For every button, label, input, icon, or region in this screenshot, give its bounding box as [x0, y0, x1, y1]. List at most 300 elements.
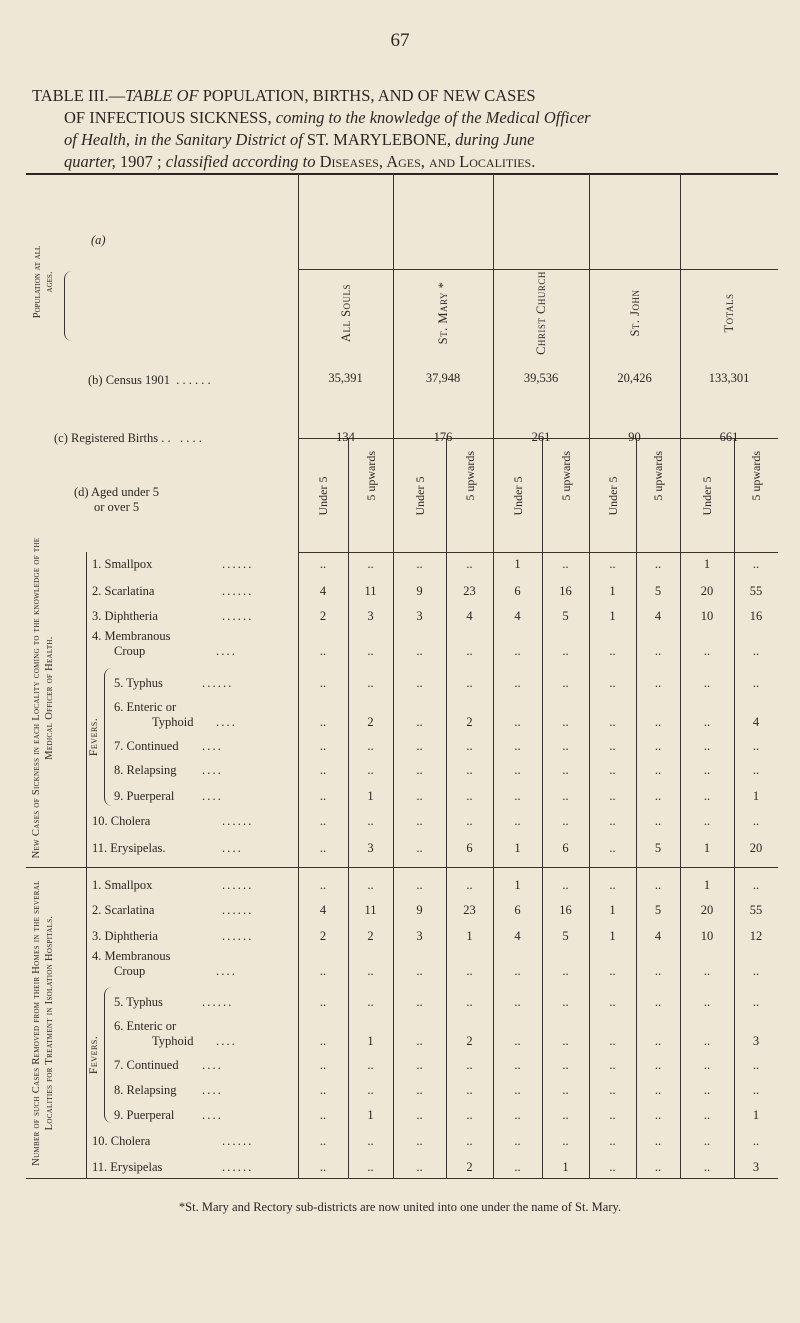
cell-value: .. — [654, 676, 662, 690]
cell-value: .. — [367, 763, 374, 777]
cell-value: 2 — [367, 715, 374, 729]
age-header: Under 5 — [700, 476, 714, 516]
cell-value: .. — [562, 715, 569, 729]
row-label: 1. Smallpox — [92, 878, 153, 892]
births-value: 261 — [531, 430, 551, 444]
census-label-text: (b) Census 1901 — [88, 373, 170, 387]
row-label: 9. Puerperal — [114, 1108, 175, 1122]
row-label: 7. Continued — [114, 739, 179, 753]
cell-value: 1 — [752, 789, 760, 803]
cell-value: 1 — [514, 557, 521, 571]
cell-value: .. — [367, 1134, 374, 1148]
cell-value: 1 — [703, 557, 711, 571]
cell-value: .. — [703, 676, 711, 690]
cell-value: .. — [609, 715, 616, 729]
cell-value: .. — [562, 995, 569, 1009]
locality-header: Christ Church — [534, 271, 548, 355]
cell-value: 10 — [700, 609, 714, 623]
aged-label-2: or over 5 — [94, 500, 140, 514]
row-dots: . . . . — [202, 1108, 221, 1122]
fevers-label: Fevers. — [86, 717, 100, 757]
cell-value: .. — [367, 557, 374, 571]
row-label: 6. Enteric or — [114, 700, 177, 714]
cell-value: .. — [752, 878, 760, 892]
census-value: 133,301 — [708, 371, 750, 385]
cell-value: .. — [752, 814, 760, 828]
cell-value: .. — [654, 964, 662, 978]
cell-value: .. — [466, 789, 473, 803]
title-part: during June — [455, 130, 535, 149]
cell-value: 16 — [559, 903, 572, 917]
cell-value: .. — [703, 789, 711, 803]
table-title — [32, 85, 772, 173]
cell-value: 4 — [752, 715, 760, 729]
cell-value: 1 — [609, 929, 616, 943]
cell-value: 4 — [654, 609, 662, 623]
cell-value: 1 — [752, 1108, 760, 1122]
cell-value: 55 — [749, 903, 763, 917]
row-label: 1. Smallpox — [92, 557, 153, 571]
cell-value: .. — [466, 739, 473, 753]
cell-value: .. — [703, 995, 711, 1009]
cell-value: .. — [319, 995, 327, 1009]
cell-value: .. — [466, 557, 473, 571]
cell-value: .. — [514, 1083, 521, 1097]
cell-value: .. — [703, 1160, 711, 1174]
cell-value: .. — [703, 1108, 711, 1122]
row-dots: . . . . . . — [222, 1160, 251, 1174]
cell-value: .. — [367, 995, 374, 1009]
cell-value: 3 — [367, 841, 374, 855]
cell-value: .. — [416, 878, 423, 892]
cell-value: 1 — [609, 903, 616, 917]
cell-value: .. — [562, 878, 569, 892]
cell-value: .. — [654, 1108, 662, 1122]
row-dots: . . . . — [202, 739, 221, 753]
age-header: Under 5 — [510, 476, 525, 516]
cell-value: .. — [654, 739, 662, 753]
age-header: 5 upwards — [558, 451, 573, 501]
cell-value: .. — [319, 763, 327, 777]
row-label: 7. Continued — [114, 1058, 179, 1072]
cell-value: 1 — [514, 841, 521, 855]
cell-value: .. — [416, 644, 423, 658]
cell-value: .. — [752, 763, 760, 777]
cell-value: .. — [416, 557, 423, 571]
cell-value: .. — [752, 1134, 760, 1148]
cell-value: 11 — [364, 903, 377, 917]
row-dots: . . . . . . — [222, 878, 251, 892]
cell-value: .. — [319, 1034, 327, 1048]
cell-value: .. — [609, 814, 616, 828]
cell-value: 6 — [466, 841, 473, 855]
cell-value: .. — [654, 1058, 662, 1072]
row-label: 11. Erysipelas. — [92, 841, 166, 855]
cell-value: .. — [609, 1083, 616, 1097]
fevers-label: Fevers. — [86, 1035, 100, 1075]
cell-value: 2 — [466, 1160, 473, 1174]
row-dots: . . . . . . — [222, 929, 251, 943]
row-dots: . . . . . . — [222, 1134, 251, 1148]
row-label: 4. Membranous — [92, 949, 171, 963]
cell-value: .. — [703, 715, 711, 729]
table-rule — [298, 552, 778, 553]
cell-value: 5 — [654, 841, 662, 855]
cell-value: .. — [416, 763, 423, 777]
cell-value: .. — [514, 789, 521, 803]
cell-value: .. — [416, 676, 423, 690]
cell-value: .. — [703, 739, 711, 753]
cell-value: 20 — [700, 903, 714, 917]
cell-value: .. — [609, 789, 616, 803]
cell-value: 2 — [319, 929, 327, 943]
age-header: Under 5 — [605, 476, 620, 516]
row-label: 3. Diphtheria — [92, 609, 158, 623]
cell-value: 4 — [466, 609, 473, 623]
cell-value: .. — [319, 1160, 327, 1174]
cell-value: .. — [752, 1058, 760, 1072]
cell-value: .. — [752, 964, 760, 978]
footnote: *St. Mary and Rectory sub-districts are now united into one under the name of St. Mary. — [178, 1200, 622, 1214]
cell-value: .. — [562, 1134, 569, 1148]
births-label-text: (c) Registered Births . . — [54, 431, 171, 445]
cell-value: .. — [416, 1134, 423, 1148]
cell-value: .. — [367, 676, 374, 690]
row-label: 8. Relapsing — [114, 763, 177, 777]
cell-value: .. — [654, 1134, 662, 1148]
cell-value: 4 — [514, 929, 521, 943]
cell-value: .. — [562, 789, 569, 803]
row-dots: . . . . . . — [222, 584, 251, 598]
cell-value: .. — [654, 995, 662, 1009]
row-dots: . . . . — [216, 964, 235, 978]
cell-value: .. — [609, 644, 616, 658]
cell-value: 4 — [319, 903, 327, 917]
cell-value: 2 — [466, 715, 473, 729]
cell-value: .. — [367, 739, 374, 753]
cell-value: 6 — [562, 841, 569, 855]
cell-value: 16 — [559, 584, 572, 598]
cell-value: .. — [609, 739, 616, 753]
cell-value: .. — [466, 676, 473, 690]
title-part: TABLE III.— — [32, 86, 126, 105]
section1-label: New Cases of Sickness in each Locality coming to the knowledge of the Medical Officer of Health. — [31, 537, 55, 859]
cell-value: .. — [562, 644, 569, 658]
cell-value: .. — [609, 763, 616, 777]
row-label-2: Croup — [114, 644, 146, 658]
cell-value: .. — [703, 1134, 711, 1148]
cell-value: .. — [367, 1160, 374, 1174]
cell-value: .. — [609, 1034, 616, 1048]
cell-value: .. — [514, 644, 521, 658]
cell-value: .. — [609, 557, 616, 571]
cell-value: .. — [609, 1058, 616, 1072]
locality-header: St. Mary * — [436, 281, 450, 345]
locality-header: St. John — [627, 289, 642, 337]
cell-value: .. — [609, 1134, 616, 1148]
cell-value: .. — [319, 644, 327, 658]
cell-value: 5 — [654, 903, 662, 917]
cell-value: .. — [562, 964, 569, 978]
cell-value: .. — [562, 739, 569, 753]
cell-value: 3 — [416, 609, 423, 623]
cell-value: .. — [654, 715, 662, 729]
cell-value: .. — [514, 1058, 521, 1072]
cell-value: 1 — [609, 609, 616, 623]
cell-value: .. — [416, 814, 423, 828]
age-header: 5 upwards — [363, 451, 378, 501]
cell-value: .. — [514, 1134, 521, 1148]
cell-value: .. — [703, 1058, 711, 1072]
row-dots: . . . . . . — [202, 676, 231, 690]
cell-value: .. — [654, 814, 662, 828]
cell-value: 11 — [364, 584, 377, 598]
cell-value: 4 — [319, 584, 327, 598]
cell-value: .. — [654, 763, 662, 777]
cell-value: .. — [466, 1108, 473, 1122]
table-rule — [26, 867, 778, 868]
cell-value: .. — [654, 644, 662, 658]
cell-value: .. — [319, 676, 327, 690]
row-dots: . . . . — [216, 1034, 235, 1048]
cell-value: 1 — [703, 841, 711, 855]
census-value: 20,426 — [617, 371, 652, 385]
cell-value: .. — [609, 995, 616, 1009]
cell-value: 5 — [562, 609, 569, 623]
cell-value: .. — [466, 964, 473, 978]
cell-value: .. — [416, 1083, 423, 1097]
column-a-label: (a) — [91, 233, 106, 247]
title-part: ST. MARYLEBONE, — [306, 130, 456, 149]
cell-value: .. — [703, 1034, 711, 1048]
cell-value: .. — [514, 1108, 521, 1122]
cell-value: .. — [466, 763, 473, 777]
cell-value: 1 — [514, 878, 521, 892]
cell-value: .. — [654, 557, 662, 571]
cell-value: .. — [562, 763, 569, 777]
cell-value: .. — [319, 789, 327, 803]
cell-value: .. — [609, 964, 616, 978]
cell-value: 9 — [416, 584, 423, 598]
cell-value: .. — [609, 1108, 616, 1122]
cell-value: 2 — [319, 609, 327, 623]
cell-value: .. — [367, 878, 374, 892]
row-label: 2. Scarlatina — [92, 584, 155, 598]
aged-label-1: (d) Aged under 5 — [74, 485, 160, 499]
row-label: 6. Enteric or — [114, 1019, 177, 1033]
cell-value: .. — [319, 739, 327, 753]
cell-value: 1 — [466, 929, 473, 943]
title-part: coming to the knowledge of the Medical Officer — [275, 108, 591, 127]
cell-value: .. — [319, 1083, 327, 1097]
cell-value: 23 — [463, 584, 476, 598]
cell-value: .. — [514, 814, 521, 828]
cell-value: .. — [609, 878, 616, 892]
cell-value: .. — [466, 644, 473, 658]
cell-value: 4 — [654, 929, 662, 943]
births-value: 90 — [628, 430, 641, 444]
title-part: TABLE OF — [125, 86, 199, 105]
cell-value: 1 — [562, 1160, 569, 1174]
cell-value: .. — [654, 789, 662, 803]
cell-value: 3 — [752, 1034, 760, 1048]
cell-value: .. — [466, 814, 473, 828]
section2-label: Number of such Cases Removed from their Homes in the several Localities for Treatment in Isolation Hospitals. — [31, 880, 55, 1166]
births-value: 134 — [336, 430, 355, 444]
row-label-2: Croup — [114, 964, 146, 978]
cell-value: .. — [609, 841, 616, 855]
cell-value: 9 — [416, 903, 423, 917]
cell-value: .. — [319, 1134, 327, 1148]
row-label: 8. Relapsing — [114, 1083, 177, 1097]
table-rule — [26, 173, 778, 175]
cell-value: 5 — [654, 584, 662, 598]
cell-value: 6 — [514, 584, 521, 598]
cell-value: .. — [367, 1058, 374, 1072]
cell-value: 1 — [367, 1108, 374, 1122]
cell-value: 1 — [367, 789, 374, 803]
census-value: 35,391 — [328, 371, 363, 385]
cell-value: .. — [367, 1083, 374, 1097]
cell-value: .. — [514, 964, 521, 978]
fevers-brace — [104, 668, 113, 806]
cell-value: .. — [466, 995, 473, 1009]
births-value: 661 — [719, 430, 739, 444]
census-value: 37,948 — [425, 371, 461, 385]
cell-value: .. — [654, 1083, 662, 1097]
cell-value: .. — [319, 964, 327, 978]
cell-value: .. — [562, 1108, 569, 1122]
cell-value: .. — [654, 1034, 662, 1048]
age-header: 5 upwards — [462, 451, 477, 501]
row-dots: . . . . . . — [222, 557, 251, 571]
row-dots: . . . . . . — [222, 609, 251, 623]
population-label: Population at all ages. — [32, 245, 55, 319]
cell-value: .. — [514, 676, 521, 690]
cell-value: .. — [416, 841, 423, 855]
cell-value: .. — [466, 1058, 473, 1072]
cell-value: .. — [562, 1058, 569, 1072]
cell-value: 1 — [703, 878, 711, 892]
cell-value: .. — [416, 739, 423, 753]
cell-value: .. — [416, 1160, 423, 1174]
cell-value: .. — [703, 644, 711, 658]
statistics-table — [26, 173, 778, 1178]
title-part: OF INFECTIOUS SICKNESS, — [64, 108, 276, 127]
cell-value: .. — [752, 644, 760, 658]
row-dots: . . . . — [202, 763, 221, 777]
locality-header: All Souls — [338, 283, 353, 343]
title-part: 1907 ; — [119, 152, 166, 171]
cell-value: .. — [319, 1058, 327, 1072]
cell-value: .. — [562, 814, 569, 828]
cell-value: .. — [514, 715, 521, 729]
age-header: 5 upwards — [651, 451, 665, 501]
dots: . . . . — [180, 431, 202, 445]
cell-value: .. — [562, 557, 569, 571]
cell-value: .. — [562, 1083, 569, 1097]
cell-value: .. — [319, 1108, 327, 1122]
cell-value: .. — [609, 1160, 616, 1174]
cell-value: 10 — [700, 929, 714, 943]
age-header: Under 5 — [316, 476, 330, 516]
cell-value: 2 — [367, 929, 374, 943]
cell-value: .. — [416, 964, 423, 978]
cell-value: .. — [752, 1083, 760, 1097]
cell-value: .. — [752, 676, 760, 690]
cell-value: 6 — [514, 903, 521, 917]
cell-value: .. — [514, 739, 521, 753]
cell-value: 1 — [367, 1034, 374, 1048]
cell-value: .. — [703, 1083, 711, 1097]
dots: . . . . . . — [176, 373, 211, 387]
cell-value: .. — [367, 644, 374, 658]
row-label: 10. Cholera — [92, 1134, 151, 1148]
row-label: 9. Puerperal — [114, 789, 175, 803]
cell-value: .. — [654, 1160, 662, 1174]
row-dots: . . . . . . — [222, 903, 251, 917]
births-label — [54, 431, 202, 445]
row-dots: . . . . — [216, 715, 235, 729]
row-label: 2. Scarlatina — [92, 903, 155, 917]
census-label — [88, 373, 211, 387]
cell-value: .. — [416, 789, 423, 803]
row-label: 11. Erysipelas — [92, 1160, 163, 1174]
cell-value: .. — [703, 763, 711, 777]
cell-value: 3 — [416, 929, 423, 943]
cell-value: 55 — [749, 584, 763, 598]
cell-value: 2 — [466, 1034, 473, 1048]
births-value: 176 — [433, 430, 453, 444]
cell-value: 5 — [562, 929, 569, 943]
age-header: Under 5 — [412, 476, 427, 516]
cell-value: 12 — [749, 929, 763, 943]
row-dots: . . . . — [202, 789, 221, 803]
row-label: 5. Typhus — [114, 995, 163, 1009]
cell-value: .. — [466, 1134, 473, 1148]
row-dots: . . . . — [222, 841, 241, 855]
cell-value: 16 — [749, 609, 763, 623]
cell-value: .. — [416, 1034, 423, 1048]
fevers-brace — [104, 987, 113, 1123]
cell-value: .. — [752, 995, 760, 1009]
cell-value: .. — [609, 676, 616, 690]
locality-header: Totals — [722, 293, 736, 333]
row-label: 4. Membranous — [92, 629, 171, 643]
cell-value: .. — [562, 676, 569, 690]
cell-value: .. — [654, 878, 662, 892]
cell-value: .. — [367, 964, 374, 978]
cell-value: .. — [466, 1083, 473, 1097]
row-label: 3. Diphtheria — [92, 929, 158, 943]
cell-value: .. — [514, 995, 521, 1009]
cell-value: .. — [703, 964, 711, 978]
cell-value: .. — [319, 715, 327, 729]
cell-value: .. — [514, 1034, 521, 1048]
title-part: classified according to — [165, 152, 320, 171]
row-dots: . . . . — [216, 644, 235, 658]
row-label-2: Typhoid — [152, 1034, 194, 1048]
cell-value: .. — [416, 1058, 423, 1072]
row-label-2: Typhoid — [152, 715, 194, 729]
title-part: of Health, in the Sanitary District of — [64, 130, 307, 149]
row-dots: . . . . — [202, 1083, 221, 1097]
cell-value: 4 — [514, 609, 521, 623]
cell-value: 23 — [463, 903, 476, 917]
cell-value: .. — [466, 878, 473, 892]
cell-value: .. — [752, 739, 760, 753]
cell-value: 3 — [367, 609, 374, 623]
